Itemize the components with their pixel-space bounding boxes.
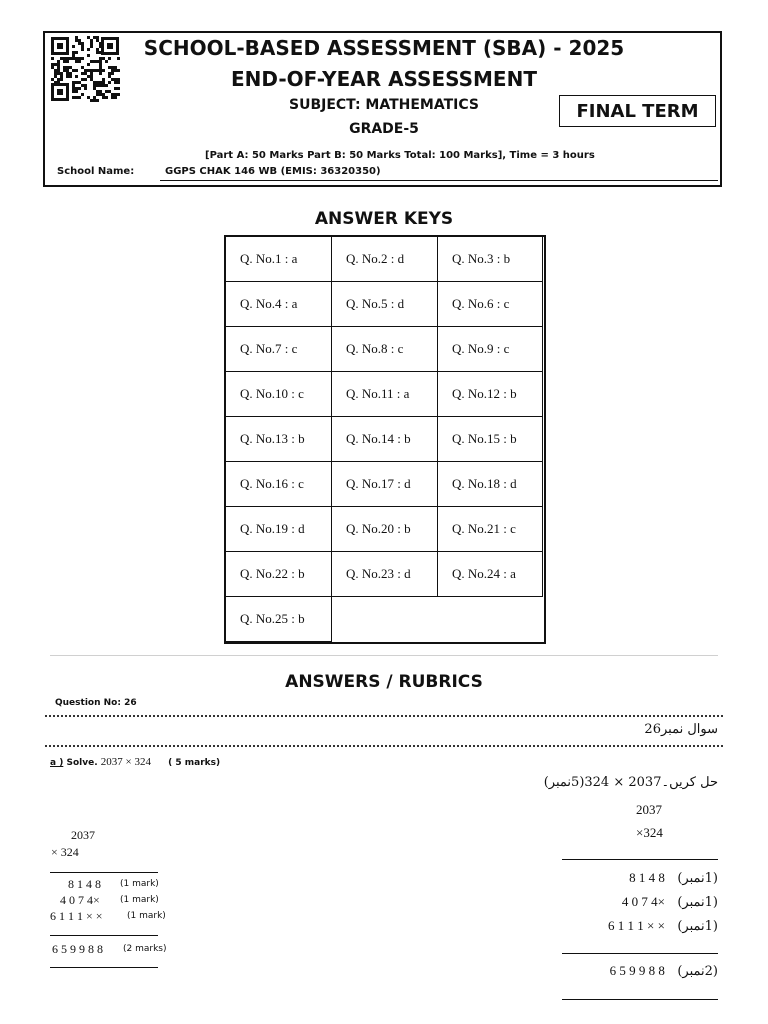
answer-key-cell: Q. No.8 : c [332, 327, 438, 372]
working-rule [50, 967, 158, 968]
urdu-partial-1-value: 8 1 4 8 [629, 870, 665, 885]
dotted-divider [45, 745, 723, 747]
answer-key-cell: Q. No.18 : d [438, 462, 543, 507]
marks-info: [Part A: 50 Marks Part B: 50 Marks Total: 100 Marks], Time = 3 hours [205, 150, 595, 161]
answer-key-cell: Q. No.21 : c [438, 507, 543, 552]
assessment-subtitle: END-OF-YEAR ASSESSMENT [231, 67, 537, 91]
school-name-underline [160, 180, 718, 181]
grade-label: GRADE-5 [349, 121, 419, 137]
answer-key-cell: Q. No.15 : b [438, 417, 543, 462]
partial-product-1-marks: (1 mark) [120, 879, 159, 889]
partial-product-2: 4 0 7 4× [60, 893, 100, 907]
answer-key-cell: Q. No.3 : b [438, 237, 543, 282]
question-number: Question No: 26 [55, 698, 137, 708]
school-name-label: School Name: [57, 166, 135, 177]
solve-label: Solve. [66, 758, 98, 768]
subject-label: SUBJECT: MATHEMATICS [289, 97, 479, 113]
answer-key-cell: Q. No.17 : d [332, 462, 438, 507]
urdu-working-rule [562, 999, 718, 1000]
urdu-question-number: سوال نمبر26 [644, 722, 718, 737]
final-product: 6 5 9 9 8 8 [52, 942, 103, 956]
multiplier: × 324 [51, 845, 79, 859]
answer-key-cell: Q. No.10 : c [226, 372, 332, 417]
answer-key-cell: Q. No.7 : c [226, 327, 332, 372]
part-a-marks: ( 5 marks) [168, 758, 221, 768]
answer-key-cell: Q. No.2 : d [332, 237, 438, 282]
urdu-partial-2-marks: (1نمبر) [677, 895, 718, 910]
partial-product-1: 8 1 4 8 [68, 877, 101, 891]
school-name-value: GGPS CHAK 146 WB (EMIS: 36320350) [165, 166, 381, 177]
answer-key-cell: Q. No.19 : d [226, 507, 332, 552]
urdu-final-row [610, 963, 718, 979]
urdu-partial-row-1 [629, 870, 718, 886]
answer-key-cell: Q. No.6 : c [438, 282, 543, 327]
answer-key-cell: Q. No.1 : a [226, 237, 332, 282]
answer-key-cell: Q. No.11 : a [332, 372, 438, 417]
assessment-title: SCHOOL-BASED ASSESSMENT (SBA) - 2025 [143, 36, 625, 60]
answer-key-cell: Q. No.14 : b [332, 417, 438, 462]
urdu-multiplicand: 2037 [636, 802, 662, 817]
partial-product-2-marks: (1 mark) [120, 895, 159, 905]
answer-key-cell: Q. No.9 : c [438, 327, 543, 372]
urdu-multiplier: ×324 [636, 825, 663, 840]
part-a-label: a ) [50, 758, 64, 768]
urdu-final-value: 6 5 9 9 8 8 [609, 963, 665, 978]
answer-key-cell: Q. No.16 : c [226, 462, 332, 507]
answer-keys-title: ANSWER KEYS [314, 209, 454, 229]
working-rule [50, 935, 158, 936]
urdu-partial-3-marks: (1نمبر) [677, 919, 718, 934]
urdu-partial-2-value: 4 0 7 4× [621, 894, 665, 909]
partial-product-3: 6 1 1 1 × × [50, 909, 103, 923]
part-a-expression: 2037 × 324 [100, 756, 151, 768]
urdu-working-rule [562, 859, 718, 860]
answer-key-cell: Q. No.20 : b [332, 507, 438, 552]
answer-key-cell: Q. No.25 : b [226, 597, 332, 642]
answer-keys-table [224, 235, 546, 644]
final-product-marks: (2 marks) [123, 944, 167, 954]
answer-key-cell: Q. No.23 : d [332, 552, 438, 597]
qr-code-icon [50, 36, 120, 102]
urdu-partial-1-marks: (1نمبر) [677, 871, 718, 886]
answer-key-cell: Q. No.4 : a [226, 282, 332, 327]
answer-key-cell: Q. No.12 : b [438, 372, 543, 417]
working-rule [50, 872, 158, 873]
partial-product-3-marks: (1 mark) [127, 911, 166, 921]
multiplicand: 2037 [71, 828, 95, 842]
urdu-final-marks: (2نمبر) [677, 964, 718, 979]
urdu-problem-statement: حل کریں۔2037 × 324(5نمبر) [543, 775, 718, 790]
section-divider [50, 655, 718, 656]
dotted-divider [45, 715, 723, 717]
urdu-partial-row-2 [622, 894, 718, 910]
urdu-working-rule [562, 953, 718, 954]
term-badge: FINAL TERM [559, 95, 716, 127]
answer-key-cell: Q. No.13 : b [226, 417, 332, 462]
part-a-statement [50, 756, 220, 768]
answer-key-cell: Q. No.24 : a [438, 552, 543, 597]
urdu-partial-row-3 [608, 918, 718, 934]
answer-key-cell: Q. No.5 : d [332, 282, 438, 327]
answer-key-cell: Q. No.22 : b [226, 552, 332, 597]
rubrics-title: ANSWERS / RUBRICS [285, 672, 483, 692]
urdu-partial-3-value: 6 1 1 1 × × [608, 918, 665, 933]
